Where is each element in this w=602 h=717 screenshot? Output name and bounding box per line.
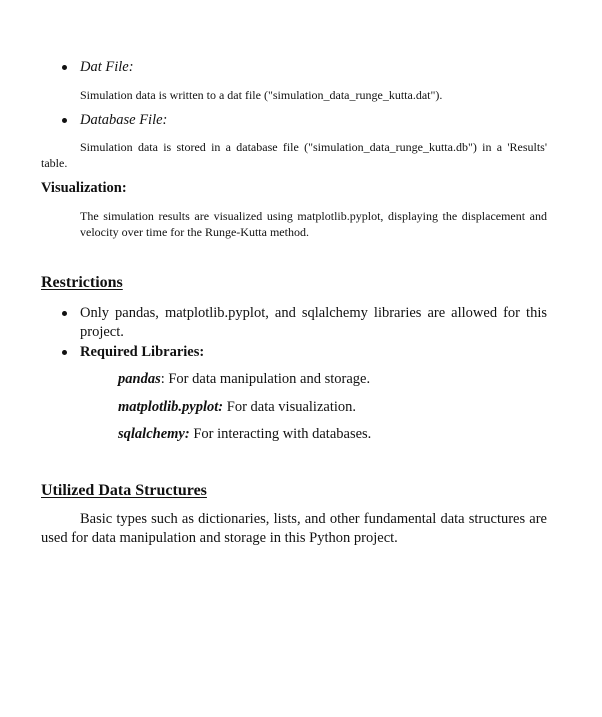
library-name: sqlalchemy: — [118, 426, 190, 442]
data-structures-text: Basic types such as dictionaries, lists, and other fundamental data structures are used for data manipulation and storage in this Python project. — [41, 511, 547, 546]
library-name: pandas — [118, 371, 161, 387]
restrictions-bullet-1: Only pandas, matplotlib.pyplot, and sqlalchemy libraries are allowed for this project. — [80, 305, 547, 340]
database-file-text: Simulation data is stored in a database file ("simulation_data_runge_kutta.db") in a 'Results' table. — [41, 140, 547, 170]
library-desc: For interacting with databases. — [189, 426, 372, 442]
restrictions-heading: Restrictions — [41, 274, 123, 291]
database-file-label: Database File: — [80, 112, 168, 128]
visualization-text: The simulation results are visualized using matplotlib.pyplot, displaying the displacement and velocity over time for the Runge-Kutta method. — [80, 209, 547, 239]
required-libraries-label: Required Libraries: — [80, 344, 205, 360]
dat-file-label: Dat File: — [80, 59, 134, 75]
library-desc: : For data manipulation and storage. — [160, 371, 371, 387]
library-item — [118, 425, 371, 444]
library-desc: For data visualization. — [223, 399, 357, 415]
bullet-dot — [62, 118, 67, 123]
library-item — [118, 398, 356, 417]
bullet-dot — [62, 65, 67, 70]
library-name: matplotlib.pyplot: — [118, 399, 224, 415]
library-item — [118, 370, 370, 389]
data-structures-heading: Utilized Data Structures — [41, 482, 207, 499]
dat-file-text: Simulation data is written to a dat file ("simulation_data_runge_kutta.dat"). — [80, 88, 443, 102]
bullet-dot — [62, 311, 67, 316]
bullet-dot — [62, 350, 67, 355]
visualization-heading: Visualization: — [41, 180, 127, 196]
